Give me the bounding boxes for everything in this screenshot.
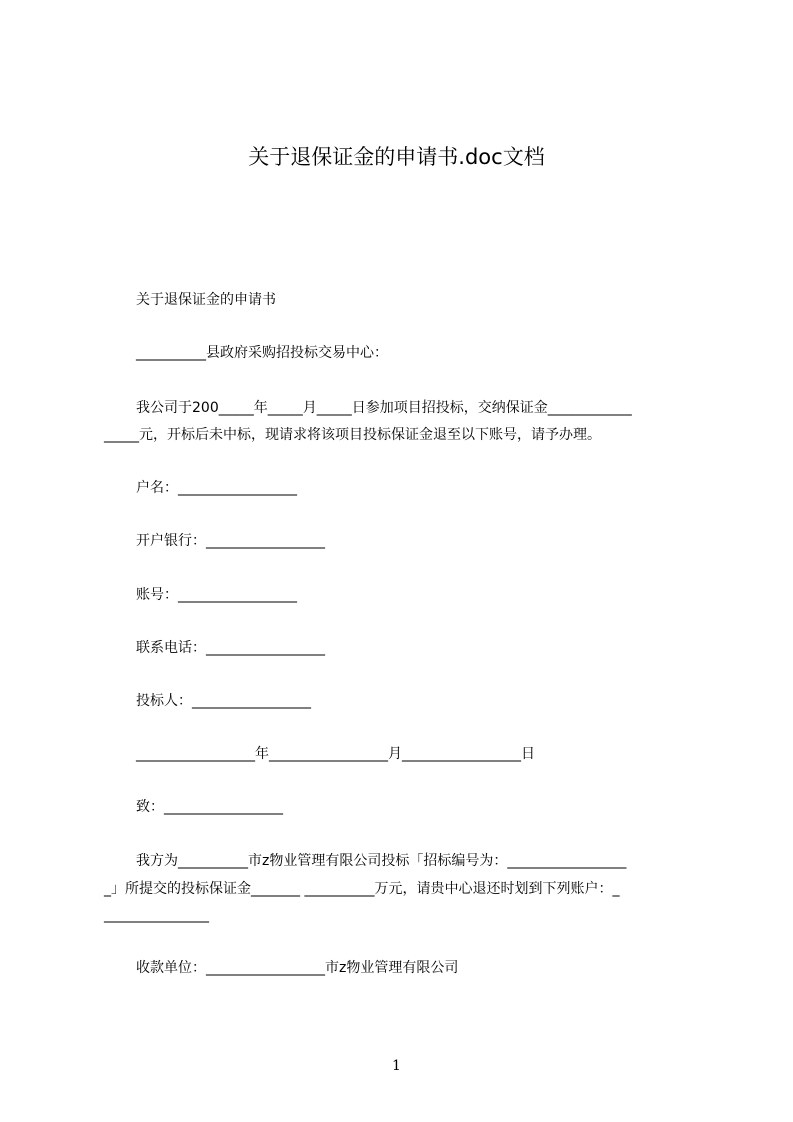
page-number: 1 — [392, 1058, 401, 1074]
account-number-line: 账号：_________________ — [136, 587, 297, 603]
date-line: _________________年_________________月_________________日 — [136, 746, 535, 762]
bidder-line: 投标人：_________________ — [136, 693, 311, 709]
paragraph-2-line-3: _______________ — [104, 907, 209, 923]
phone-line: 联系电话：_________________ — [136, 640, 325, 656]
payee-line: 收款单位：_________________市z物业管理有限公司 — [136, 960, 459, 976]
document-title: 关于退保证金的申请书.doc文档 — [248, 145, 545, 169]
to-line: 致：_________________ — [136, 799, 283, 815]
paragraph-1-line-2: _____元，开标后未中标，现请求将该项目投标保证金退至以下账号，请予办理。 — [104, 427, 601, 443]
paragraph-2-line-2: _」所提交的投标保证金_______ __________万元，请贵中心退还时划到下列账户：_ — [104, 881, 620, 897]
bank-line: 开户银行：_________________ — [136, 533, 325, 549]
account-name-line: 户名：_________________ — [136, 480, 297, 496]
application-heading: 关于退保证金的申请书 — [136, 292, 276, 308]
paragraph-2-line-1: 我方为__________市z物业管理有限公司投标「招标编号为：_________________ — [136, 853, 627, 869]
addressee-line: __________县政府采购招投标交易中心： — [136, 345, 388, 361]
paragraph-1-line-1: 我公司于200_____年_____月_____日参加项目招投标，交纳保证金____________ — [136, 400, 632, 416]
